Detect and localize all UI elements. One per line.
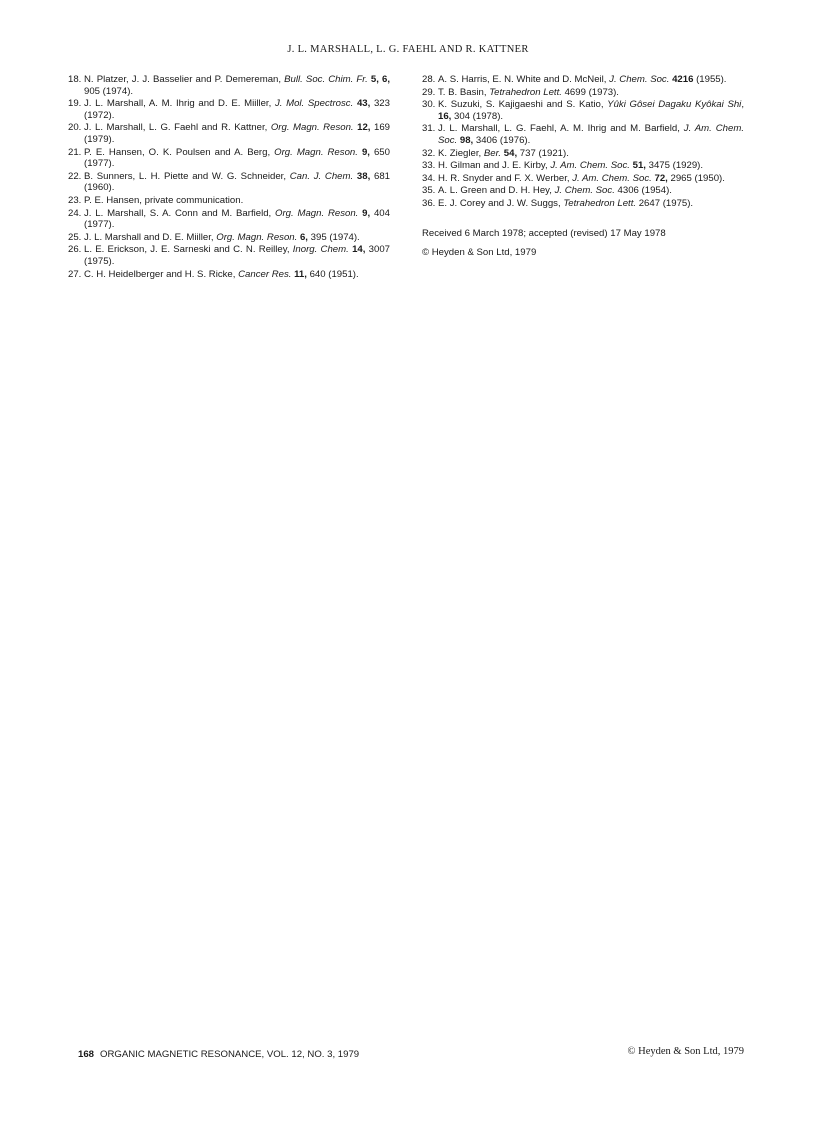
reference-item <box>68 147 390 170</box>
volume-number: 54, <box>503 147 518 159</box>
reference-item <box>68 195 390 207</box>
journal-citation: ORGANIC MAGNETIC RESONANCE, VOL. 12, NO. 3, 1979 <box>100 1049 360 1060</box>
reference-text: 650 (1977). <box>84 146 390 170</box>
reference-number: 28. <box>422 74 436 85</box>
reference-text: 3406 (1976). <box>473 134 531 146</box>
volume-number: 4216 <box>672 74 694 85</box>
reference-list-right <box>422 74 744 210</box>
reference-text: A. S. Harris, E. N. White and D. McNeil, <box>438 74 610 85</box>
reference-item <box>422 74 744 86</box>
reference-text: 681 (1960). <box>84 170 390 194</box>
reference-text: H. Gilman and J. E. Kirby, <box>438 160 551 172</box>
reference-text: H. R. Snyder and F. X. Werber, <box>438 172 573 184</box>
reference-item <box>422 173 744 185</box>
reference-text: 4699 (1973). <box>561 86 619 98</box>
reference-item <box>68 244 390 267</box>
footer-journal-info <box>78 1049 359 1060</box>
reference-text: K. Suzuki, S. Kajigaeshi and S. Katio, <box>438 99 608 111</box>
reference-item <box>68 171 390 194</box>
volume-number: 43, <box>356 98 371 110</box>
reference-text: J. L. Marshall, A. M. Ihrig and D. E. Miiller, <box>84 98 275 110</box>
reference-text: P. E. Hansen, private communication. <box>84 194 244 206</box>
reference-number: 18. <box>68 74 82 85</box>
reference-item <box>422 87 744 99</box>
journal-name: J. Chem. Soc. <box>554 185 615 197</box>
reference-text: B. Sunners, L. H. Piette and W. G. Schneider, <box>84 170 290 182</box>
volume-number: 9, <box>362 207 371 219</box>
reference-number: 26. <box>68 244 82 256</box>
journal-name: Ber. <box>483 147 502 159</box>
reference-number: 36. <box>422 197 436 209</box>
journal-name: Inorg. Chem. <box>292 244 349 256</box>
journal-name: Yûki Gôsei Dagaku Kyôkai Shi <box>607 99 742 111</box>
reference-number: 34. <box>422 172 436 184</box>
journal-name: J. Am. Chem. Soc. <box>438 123 744 146</box>
reference-text: J. L. Marshall, S. A. Conn and M. Barfield, <box>84 207 276 219</box>
reference-text: 395 (1974). <box>307 231 360 243</box>
volume-number: 9, <box>361 146 370 158</box>
reference-number: 27. <box>68 268 82 280</box>
reference-text: , <box>741 99 744 111</box>
footer-copyright: © Heyden & Son Ltd, 1979 <box>627 1046 744 1057</box>
reference-number: 19. <box>68 98 82 110</box>
reference-text: L. E. Erickson, J. E. Sarneski and C. N. Reilley, <box>84 244 293 256</box>
received-dates: Received 6 March 1978; accepted (revised) 17 May 1978 <box>422 227 666 239</box>
volume-number: 11, <box>294 268 307 280</box>
volume-number: 51, <box>632 160 646 172</box>
reference-text: J. L. Marshall, L. G. Faehl, A. M. Ihrig and M. Barfield, <box>438 123 684 135</box>
reference-number: 20. <box>68 122 82 134</box>
reference-item <box>422 185 744 197</box>
reference-text: 323 (1972). <box>84 98 390 121</box>
reference-text: 404 (1977). <box>84 207 390 231</box>
journal-name: Tetrahedron Lett. <box>563 197 637 209</box>
reference-list-left <box>68 74 390 280</box>
reference-number: 23. <box>68 194 82 206</box>
reference-item <box>422 99 744 122</box>
article-copyright: © Heyden & Son Ltd, 1979 <box>422 247 537 259</box>
reference-item <box>422 160 744 172</box>
reference-item <box>68 98 390 121</box>
reference-number: 31. <box>422 123 436 135</box>
journal-name: J. Am. Chem. Soc. <box>572 172 652 184</box>
reference-text: 2965 (1950). <box>667 172 725 184</box>
reference-number: 29. <box>422 86 436 98</box>
volume-number: 6, <box>299 231 308 243</box>
reference-text: 4306 (1954). <box>614 185 672 197</box>
journal-name: J. Chem. Soc. <box>609 74 670 85</box>
reference-text: 640 (1951). <box>306 268 359 280</box>
journal-name: Can. J. Chem. <box>289 170 354 182</box>
reference-number: 25. <box>68 231 82 243</box>
reference-text: 3007 (1975). <box>84 244 390 267</box>
reference-text: 2647 (1975). <box>636 197 694 209</box>
volume-number: 14, <box>352 244 366 256</box>
reference-text: J. L. Marshall, L. G. Faehl and R. Kattner, <box>84 122 271 134</box>
journal-name: J. Am. Chem. Soc. <box>550 160 630 172</box>
volume-number: 16, <box>438 110 452 122</box>
volume-number: 12, <box>357 122 371 134</box>
reference-item <box>68 74 390 97</box>
reference-number: 35. <box>422 185 436 197</box>
journal-name: Org. Magn. Reson. <box>274 146 358 158</box>
running-head: J. L. MARSHALL, L. G. FAEHL AND R. KATTNER <box>287 44 529 55</box>
journal-name: Cancer Res. <box>238 268 292 280</box>
journal-name: Tetrahedron Lett. <box>489 86 562 98</box>
reference-number: 32. <box>422 147 436 159</box>
reference-item <box>422 123 744 146</box>
references-left-column <box>68 74 390 281</box>
reference-item <box>68 232 390 244</box>
reference-text: C. H. Heidelberger and H. S. Ricke, <box>84 268 239 280</box>
reference-number: 30. <box>422 99 436 111</box>
volume-number: 38, <box>356 170 371 182</box>
reference-item <box>68 269 390 281</box>
reference-text: E. J. Corey and J. W. Suggs, <box>438 197 564 209</box>
reference-text: 905 (1974). <box>84 85 134 97</box>
reference-text: 3475 (1929). <box>645 160 704 172</box>
reference-text: 304 (1978). <box>451 110 504 122</box>
reference-text: (1955). <box>693 74 727 85</box>
reference-number: 33. <box>422 160 436 172</box>
reference-text: N. Platzer, J. J. Basselier and P. Demereman, <box>84 74 285 85</box>
reference-text: A. L. Green and D. H. Hey, <box>438 185 555 197</box>
reference-text: K. Ziegler, <box>438 147 484 159</box>
reference-item <box>422 198 744 210</box>
volume-number: 98, <box>459 134 474 146</box>
reference-item <box>422 148 744 160</box>
reference-text: J. L. Marshall and D. E. Miiller, <box>84 231 217 243</box>
reference-item <box>68 208 390 231</box>
journal-name: Bull. Soc. Chim. Fr. <box>284 74 368 85</box>
reference-number: 22. <box>68 170 82 182</box>
page-number: 168 <box>78 1049 95 1060</box>
volume-number: 5, 6, <box>370 74 391 85</box>
reference-text: T. B. Basin, <box>438 86 490 98</box>
journal-name: Org. Magn. Reson. <box>216 231 298 243</box>
volume-number: 72, <box>654 172 668 184</box>
reference-text: 737 (1921). <box>517 147 569 159</box>
references-right-column <box>422 74 744 259</box>
reference-number: 21. <box>68 146 82 158</box>
reference-text: P. E. Hansen, O. K. Poulsen and A. Berg, <box>84 146 275 158</box>
journal-name: J. Mol. Spectrosc. <box>274 98 354 110</box>
journal-name: Org. Magn. Reson. <box>270 122 354 134</box>
journal-name: Org. Magn. Reson. <box>275 207 359 219</box>
reference-text: 169 (1979). <box>84 122 390 145</box>
reference-item <box>68 122 390 145</box>
reference-number: 24. <box>68 207 82 219</box>
